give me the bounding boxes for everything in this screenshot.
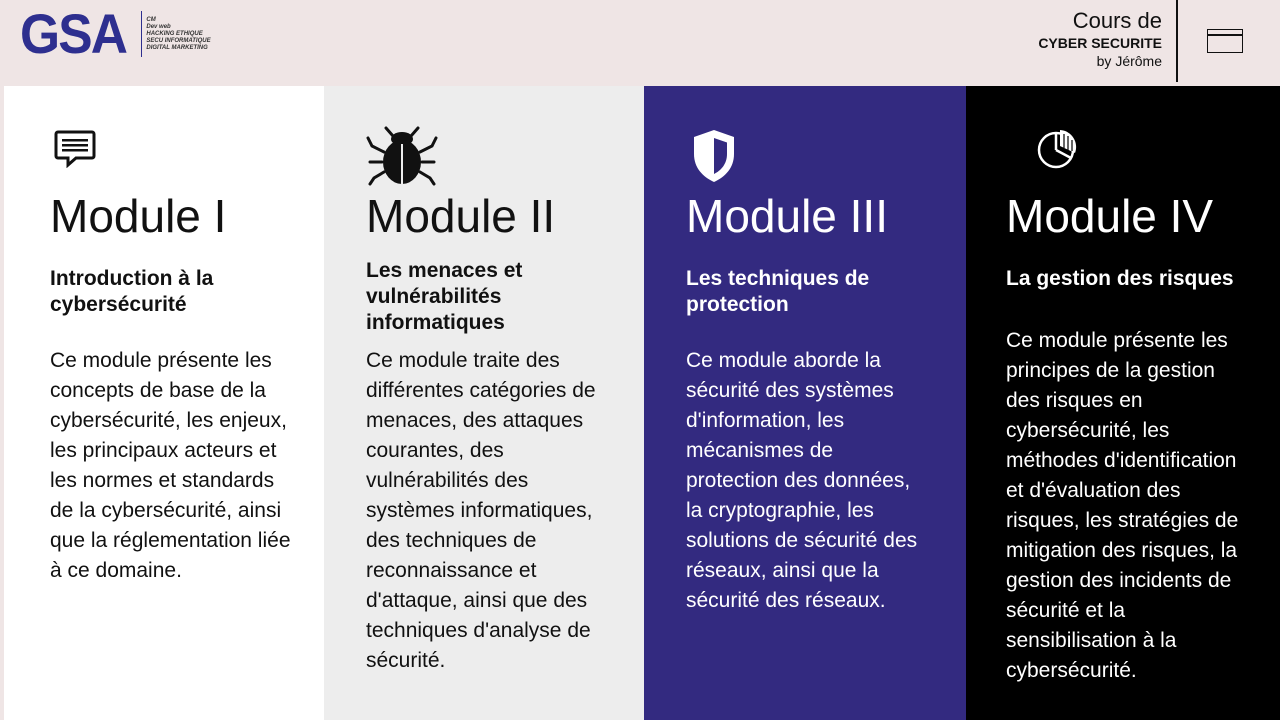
module-subtitle: La gestion des risques bbox=[1006, 267, 1234, 290]
chat-icon bbox=[54, 130, 96, 168]
header-divider bbox=[1176, 0, 1178, 82]
module-description: Ce module présente les concepts de base de la cybersécurité, les enjeux, les principaux acteurs et les normes et standards de la cybersécurité, ainsi que la réglementation liée à ce domaine. bbox=[50, 349, 291, 582]
bug-icon bbox=[364, 124, 440, 186]
module-description: Ce module traite des différentes catégories de menaces, des attaques courantes, des vulnérabilités des systèmes informatiques, des techniques de reconnaissance et d'attaque, ainsi que des techniques d'analyse de sécurité. bbox=[366, 349, 596, 672]
logo-line: Dev web bbox=[146, 23, 171, 30]
course-title-line1: Cours de bbox=[1072, 8, 1162, 33]
course-title bbox=[1038, 8, 1162, 70]
module-subtitle: Introduction à la cybersécurité bbox=[50, 267, 214, 316]
header bbox=[0, 0, 1280, 86]
module-card-1 bbox=[4, 86, 324, 720]
module-subtitle: Les techniques de protection bbox=[686, 267, 870, 316]
module-title: Module I bbox=[50, 190, 227, 242]
module-card-3 bbox=[644, 86, 966, 720]
module-card-4 bbox=[966, 86, 1280, 720]
module-title: Module IV bbox=[1006, 190, 1214, 242]
module-description: Ce module aborde la sécurité des systèmes d'information, les mécanismes de protection des données, la cryptographie, les solutions de sécurité des réseaux, ainsi que la sécurité des réseaux. bbox=[686, 349, 918, 612]
logo-line: HACKING ETHIQUE bbox=[146, 30, 203, 37]
module-card-2 bbox=[324, 86, 644, 720]
module-subtitle: Les menaces et vulnérabilités informatiques bbox=[366, 259, 523, 334]
logo-tagline bbox=[141, 11, 210, 57]
window-icon[interactable] bbox=[1207, 29, 1243, 53]
module-description: Ce module présente les principes de la gestion des risques en cybersécurité, les méthodes d'identification et d'évaluation des risques, les stratégies de mitigation des risques, la gestion des incidents de sécurité et la sensibilisation à la cybersécurité. bbox=[1006, 329, 1239, 682]
logo-line: CM bbox=[146, 16, 156, 23]
logo-mark: GSA bbox=[20, 2, 127, 65]
course-title-line2: CYBER SECURITE bbox=[1038, 35, 1162, 51]
shield-icon bbox=[690, 128, 738, 184]
logo-line: SECU INFORMATIQUE bbox=[146, 37, 211, 44]
logo-line: DIGITAL MARKETING bbox=[146, 44, 208, 51]
course-author: by Jérôme bbox=[1096, 53, 1162, 69]
module-title: Module III bbox=[686, 190, 888, 242]
gsa-logo[interactable] bbox=[20, 2, 211, 65]
pie-chart-icon bbox=[1036, 128, 1078, 170]
module-title: Module II bbox=[366, 190, 556, 242]
